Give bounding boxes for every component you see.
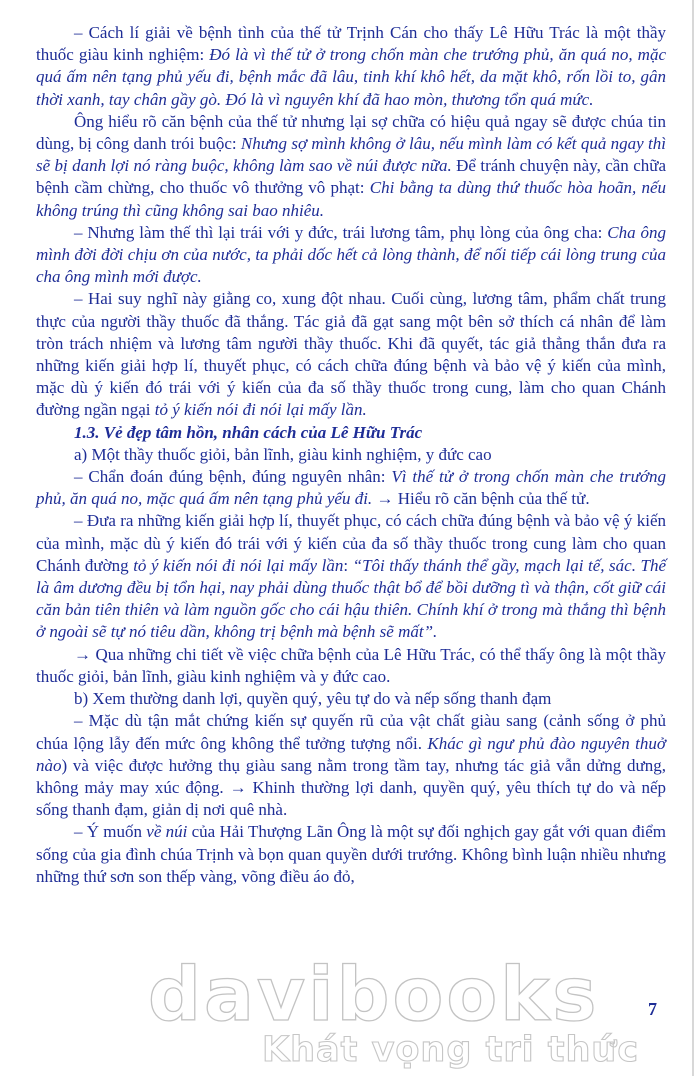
text-segment: – Hai suy nghĩ này giằng co, xung đột nhau. Cuối cùng, lương tâm, phẩm chất trung thực của người thầy thuốc đã thắng. Tác giả đã gạt sang một bên sở thích cá nhân để làm tròn trách nhiệm và lương tâm người thầy thuốc. Khi đã quyết, tác giả thẳng thắn đưa ra những kiến giải hợp lí, thuyết phục, có cách chữa đúng bệnh và bảo vệ ý kiến của mình, mặc dù ý kiến đó trái với ý kiến của đa số thầy thuốc trong cung, làm cho quan Chánh đường ngần ngại xyxy=(36,289,666,420)
text-segment: tỏ ý kiến nói đi nói lại mấy lần. xyxy=(154,400,367,420)
paragraph xyxy=(36,22,666,111)
paragraph xyxy=(36,222,666,289)
text-block xyxy=(36,22,666,888)
text-segment: → Hiểu rõ căn bệnh của thế tử. xyxy=(372,489,590,509)
text-segment: : xyxy=(343,555,353,575)
scan-edge-artifact xyxy=(692,0,694,1076)
text-segment: Đó là vì thế tử ở trong chốn màn che trướng phủ, ăn quá no, mặc quá ấm nên tạng phủ yếu đi, bệnh mắc đã lâu, tinh khí khô hết, da mặt khô, rốn lồi to, gân thời xanh, tay chân gầy gò. Đó là vì nguyên khí đã hao mòn, thương tổn quá mức. xyxy=(36,45,666,109)
text-segment: Khác gì ngư phủ đào nguyên thuở nào xyxy=(36,733,666,775)
paragraph xyxy=(36,466,666,510)
text-segment: Để tránh chuyện này, cần chữa bệnh cầm chừng, cho thuốc vô thưởng vô phạt: xyxy=(36,156,667,198)
text-segment: Chi bằng ta dùng thứ thuốc hòa hoãn, nếu không trúng thì cũng không sai bao nhiêu. xyxy=(36,178,666,220)
text-segment: Ông hiểu rõ căn bệnh của thế tử nhưng lại sợ chữa có hiệu quả ngay sẽ được chúa tin dùng, bị công danh trói buộc: xyxy=(36,111,666,154)
text-segment: tỏ ý kiến nói đi nói lại mấy lần xyxy=(133,555,344,575)
page-number: 7 xyxy=(648,999,657,1019)
text-segment: – Cách lí giải về bệnh tình của thế tử Trịnh Cán cho thấy Lê Hữu Trác là một thầy thuốc giàu kinh nghiệm: xyxy=(36,23,666,65)
watermark-tagline-text: Khát vọng tri thức xyxy=(262,1030,640,1070)
text-segment: – Mặc dù tận mắt chứng kiến sự quyến rũ của vật chất giàu sang (cảnh sống ở phủ chúa lộng lẫy đến mức ông không thể tưởng tượng nổi. xyxy=(36,711,666,753)
paragraph xyxy=(36,288,666,421)
text-segment: b) Xem thường danh lợi, quyền quý, yêu tự do và nếp sống thanh đạm xyxy=(74,689,552,709)
text-segment: a) Một thầy thuốc giỏi, bản lĩnh, giàu kinh nghiệm, y đức cao xyxy=(74,444,492,464)
paragraph xyxy=(36,821,666,888)
text-segment: – Nhưng làm thế thì lại trái với y đức, trái lương tâm, phụ lòng của ông cha: xyxy=(74,222,608,242)
text-segment: – Đưa ra những kiến giải hợp lí, thuyết phục, có cách chữa đúng bệnh và bảo vệ ý kiến của mình, mặc dù ý kiến đó trái với ý kiến của đa số thầy thuốc trong cung làm cho quan Chánh đường xyxy=(36,511,666,575)
text-segment: 1.3. Vẻ đẹp tâm hồn, nhân cách của Lê Hữu Trác xyxy=(74,422,423,442)
paragraph xyxy=(36,510,666,643)
text-segment: – Chẩn đoán đúng bệnh, đúng nguyên nhân: xyxy=(74,467,392,487)
text-segment: Cha ông mình đời đời chịu ơn của nước, ta phải dốc hết cả lòng thành, để nối tiếp cái lòng trung của cha ông mình mới được. xyxy=(36,222,667,287)
watermark-logo-text: davibooks xyxy=(148,952,600,1038)
paragraph xyxy=(36,688,666,710)
paragraph xyxy=(36,111,666,222)
paragraph xyxy=(36,444,666,466)
text-segment: ) và việc được hưởng thụ giàu sang nằm trong tầm tay, nhưng tác giả vẫn dửng dưng, không mảy may xúc động. → Khinh thường lợi danh, quyền quý, yêu thích tự do và nếp sống thanh đạm, giản dị nơi quê nhà. xyxy=(36,755,666,820)
text-segment: Nhưng sợ mình không ở lâu, nếu mình làm có kết quả ngay thì sẽ bị danh lợi nó ràng buộc, không làm sao về núi được nữa. xyxy=(36,134,666,176)
text-segment: Vì thế tử ở trong chốn màn che trướng phủ, ăn quá no, mặc quá ấm nên tạng phủ yếu đi. xyxy=(36,467,666,509)
paragraph xyxy=(36,710,666,821)
text-segment: – Ý muốn xyxy=(74,822,147,842)
section-heading xyxy=(36,422,666,444)
text-segment: “Tôi thấy thánh thể gầy, mạch lại tế, sác. Thế là âm dương đều bị tổn hại, nay phải dùng thuốc thật bổ để bồi dưỡng tì và thận, cốt giữ cái căn bản tiên thiên và làm nguồn gốc cho cái hậu thiên. Chính khí ở trong mà thắng thì bệnh ở ngoài sẽ tự nó tiêu dần, không trị bệnh mà bệnh sẽ mất”. xyxy=(36,555,666,642)
text-segment: của Hải Thượng Lãn Ông là một sự đối nghịch gay gắt với quan điểm sống của gia đình chúa Trịnh và bọn quan quyền dưới trướng. Không bình luận nhiều nhưng những thứ sơn son thếp vàng, võng điều áo đỏ, xyxy=(36,822,666,886)
paragraph xyxy=(36,644,666,688)
text-segment: → Qua những chi tiết về việc chữa bệnh của Lê Hữu Trác, có thể thấy ông là một thầy thuốc giỏi, bản lĩnh, giàu kinh nghiệm và y đức cao. xyxy=(36,644,666,686)
text-segment: về núi xyxy=(146,822,188,842)
